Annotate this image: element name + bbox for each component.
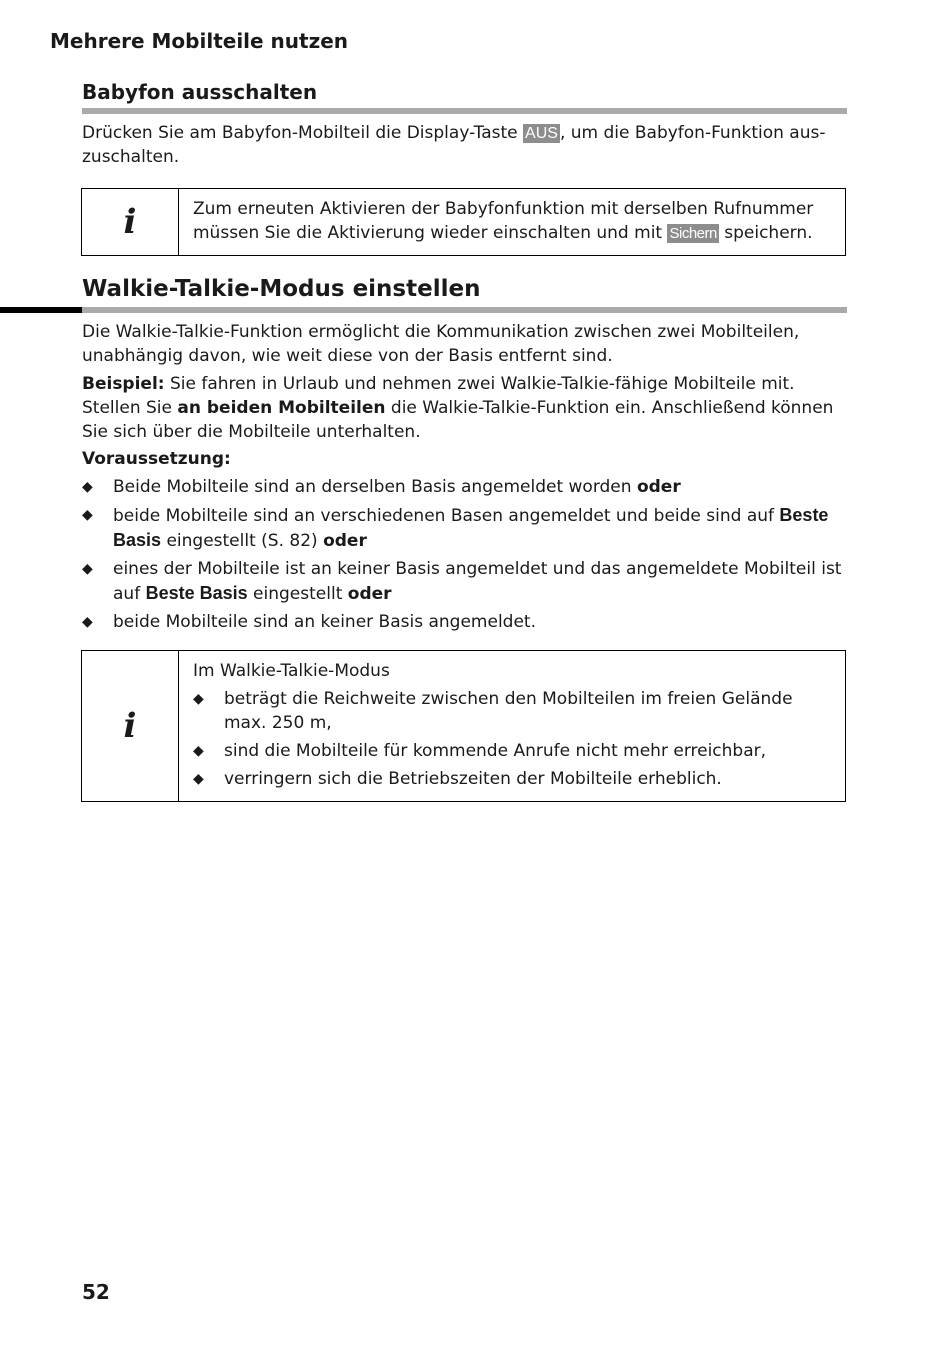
info-list <box>193 687 831 791</box>
chapter-marker-bar <box>0 307 82 313</box>
diamond-bullet-icon: ◆ <box>82 507 93 523</box>
info-icon: i <box>123 706 137 746</box>
info-text: Zum erneuten Aktivieren der Babyfonfunktion mit derselben Rufnummer müssen Sie die Aktivierung wieder einschalten und mit Sichern speichern. <box>193 199 814 243</box>
diamond-bullet-icon: ◆ <box>82 561 93 577</box>
section-title-babyfon: Babyfon ausschalten <box>82 80 318 104</box>
prerequisite-list <box>82 475 848 638</box>
list-item: ◆ beide Mobilteile sind an verschiedenen Basen angemeldet und beide sind auf Beste Basis eingestellt (S. 82) oder <box>82 505 829 551</box>
page-number: 52 <box>82 1280 110 1304</box>
list-item: ◆ Beide Mobilteile sind an derselben Basis angemeldet worden oder <box>82 477 681 497</box>
info-box-walkie <box>81 650 846 802</box>
info-box-babyfon <box>81 188 846 256</box>
section-rule <box>82 108 847 114</box>
section-title-walkie: Walkie-Talkie-Modus einstellen <box>82 276 481 302</box>
info-text <box>179 651 845 801</box>
list-item: ◆ sind die Mobilteile für kommende Anrufe nicht mehr erreichbar, <box>193 741 767 761</box>
info-lead: Im Walkie-Talkie-Modus <box>193 661 390 681</box>
chapter-title: Mehrere Mobilteile nutzen <box>50 29 349 53</box>
info-icon-cell <box>82 651 179 801</box>
diamond-bullet-icon: ◆ <box>193 771 204 787</box>
diamond-bullet-icon: ◆ <box>193 743 204 759</box>
softkey-aus: AUS <box>525 125 558 142</box>
info-icon: i <box>123 202 137 242</box>
walkie-intro: Die Walkie-Talkie-Funktion ermöglicht die Kommunikation zwischen zwei Mobilteilen, unabhängig davon, wie weit diese von der Basis entfernt sind. <box>82 322 800 366</box>
list-item: ◆ verringern sich die Betriebszeiten der Mobilteile erheblich. <box>193 769 722 789</box>
list-item: ◆ beträgt die Reichweite zwischen den Mobilteilen im freien Gelände max. 250 m, <box>193 689 793 733</box>
babyfon-paragraph: Drücken Sie am Babyfon-Mobilteil die Display-Taste AUS , um die Babyfon-Funktion aus- zuschalten. <box>82 123 826 167</box>
prerequisite-label: Voraussetzung: <box>82 449 231 469</box>
list-item: ◆ beide Mobilteile sind an keiner Basis angemeldet. <box>82 612 536 632</box>
diamond-bullet-icon: ◆ <box>82 479 93 495</box>
section-rule <box>82 307 847 313</box>
diamond-bullet-icon: ◆ <box>193 691 204 707</box>
info-icon-cell <box>82 189 179 255</box>
walkie-example: Beispiel: Sie fahren in Urlaub und nehmen zwei Walkie-Talkie-fähige Mobilteile mit. Stellen Sie an beiden Mobilteilen die Walkie-Talkie-Funktion ein. Anschließend können Sie sich über die Mobilteile unterhalten. <box>82 374 834 442</box>
softkey-sichern: Sichern <box>669 225 717 242</box>
list-item: ◆ eines der Mobilteile ist an keiner Basis angemeldet und das angemeldete Mobilteil ist auf Beste Basis eingestellt oder <box>82 559 842 604</box>
diamond-bullet-icon: ◆ <box>82 614 93 630</box>
